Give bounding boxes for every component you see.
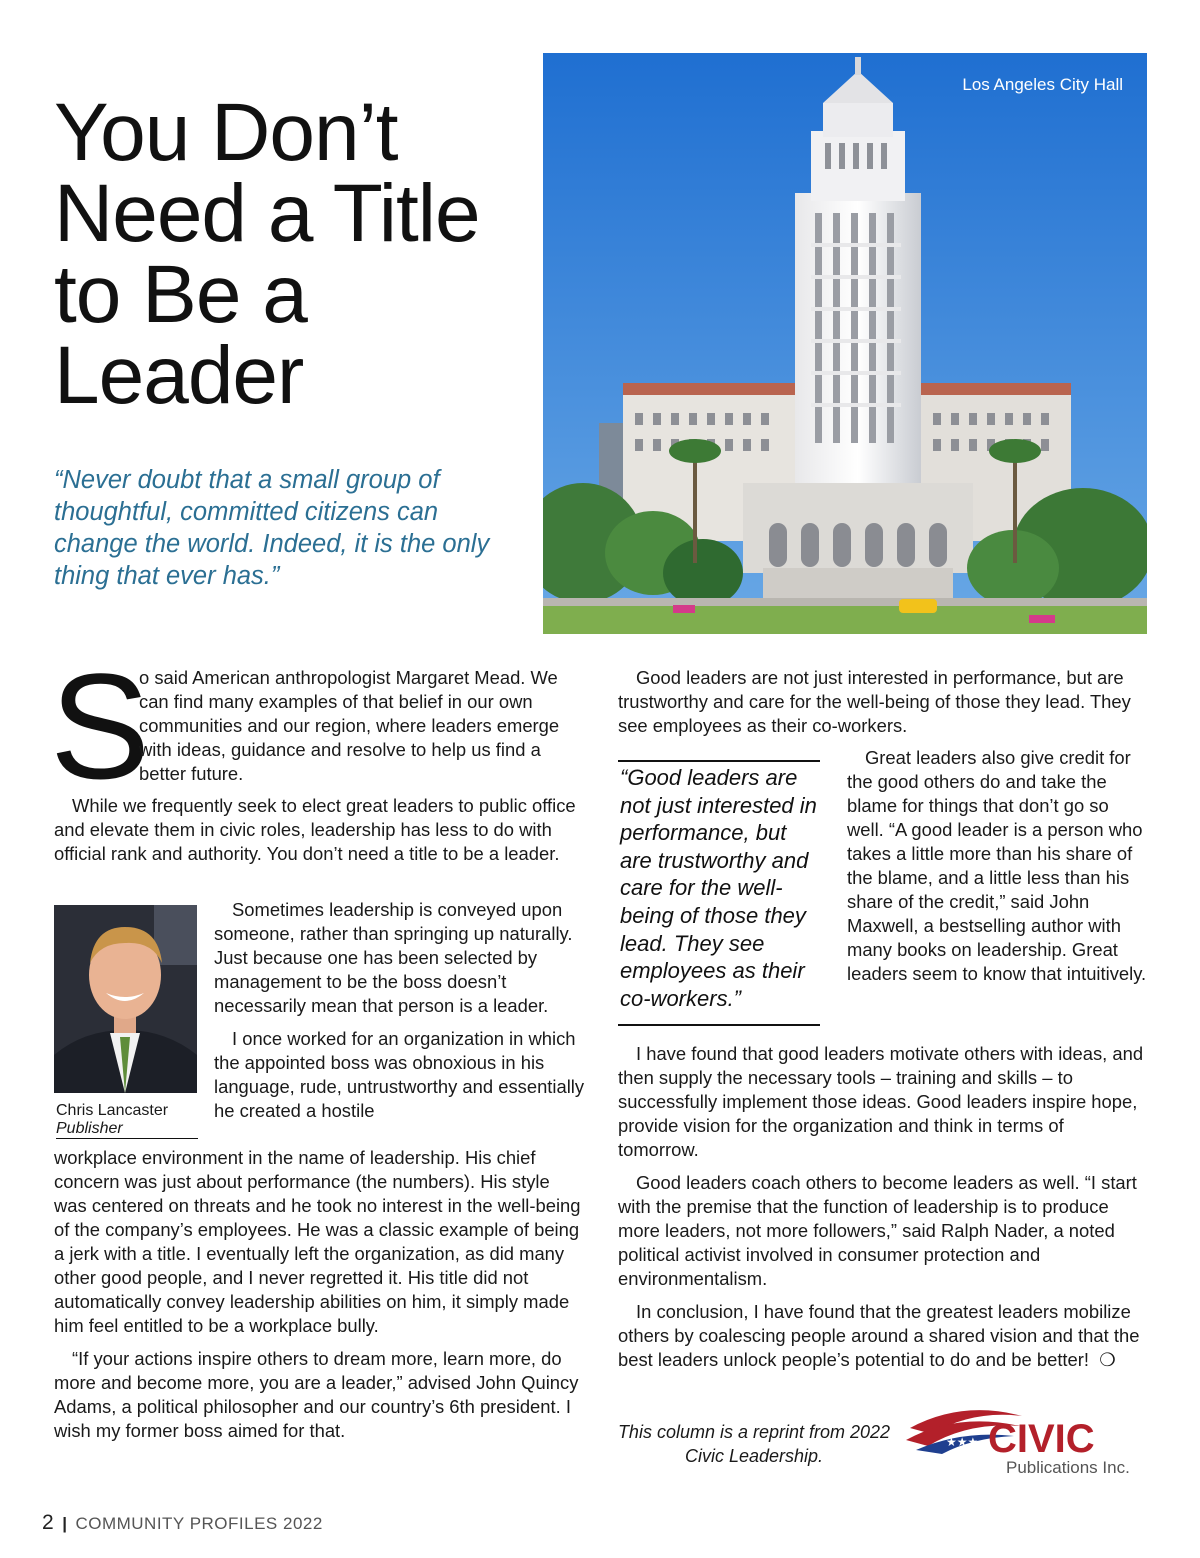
- civic-publications-logo: [902, 1400, 1152, 1480]
- photo-caption: Los Angeles City Hall: [962, 75, 1123, 94]
- paragraph: “If your actions inspire others to dream more, learn more, do more and become more, you are a leader,” advised John Quincy Adams, a political philosopher and our country’s 6th president. I wish my former boss aimed for that.: [54, 1348, 579, 1441]
- logo-wordmark: CIVIC: [988, 1417, 1095, 1461]
- author-name: Chris Lancaster: [56, 1102, 169, 1119]
- svg-text:★★★: ★★★: [946, 1435, 979, 1449]
- paragraph: Great leaders also give credit for the good others do and take the blame for things that don’t go so well. “A good leader is a person who takes a little more than his share of the blame, and a little less than his share of the credit,” said John Maxwell, a bestselling author with many books on leadership. Great leaders seem to know that intuitively.: [847, 747, 1147, 984]
- pull-quote: “Never doubt that a small group of thoughtful, committed citizens can change the world. Indeed, it is the only thing that ever has.”: [54, 466, 490, 590]
- paragraph: I once worked for an organization in which the appointed boss was obnoxious in his language, rude, untrustworthy and essentially he created a hostile: [214, 1028, 585, 1121]
- paragraph: workplace environment in the name of leadership. His chief concern was just about performance (the numbers). His style was centered on threats and he took no interest in the well-being of the company’s employees. He was a classic example of being a jerk with a title. I eventually left the organization, as did many other good people, and I never regretted it. His title did not automatically convey leadership abilities on him, it simply made him feel entitled to be a workplace bully.: [54, 1147, 581, 1336]
- city-hall-illustration: [543, 53, 1147, 634]
- reprint-note: This column is a reprint from 2022 Civic Leadership.: [617, 1422, 891, 1466]
- dropcap: S: [50, 642, 151, 810]
- paragraph: o said American anthropologist Margaret Mead. We can find many examples of that belief in our own communities and our region, where leaders emerge with ideas, guidance and resolve to help us find a better future.: [139, 667, 560, 784]
- civic-logo-mark: [902, 1400, 1152, 1480]
- quote-rule-top: [618, 760, 820, 762]
- right-wrap-text: [847, 746, 1147, 986]
- lead-paragraph: [139, 666, 579, 786]
- left-wrap-text: [214, 898, 586, 1123]
- footer-separator: |: [62, 1514, 68, 1533]
- paragraph: Good leaders coach others to become leaders as well. “I start with the premise that the function of leadership is to produce more leaders, not more followers,” said Ralph Nader, a noted political activist involved in consumer protection and environmentalism.: [618, 1172, 1137, 1289]
- paragraph: [618, 1300, 1148, 1372]
- author-headshot: [54, 905, 197, 1093]
- article-title: You Don’t Need a Title to Be a Leader: [54, 87, 480, 421]
- page-number: 2: [42, 1511, 55, 1534]
- paragraph: While we frequently seek to elect great leaders to public office and elevate them in civic roles, leadership has less to do with official rank and authority. You don’t need a title to be a leader.: [54, 795, 576, 864]
- author-role: Publisher: [56, 1120, 123, 1137]
- left-body: [54, 794, 584, 866]
- logo-subline: Publications Inc.: [1006, 1458, 1130, 1477]
- page-footer: [42, 1511, 323, 1535]
- paragraph: Sometimes leadership is conveyed upon someone, rather than springing up naturally. Just because one has been selected by management to be the boss doesn’t necessarily mean that person is a leader.: [214, 899, 573, 1016]
- author-photo-illustration: [54, 905, 197, 1093]
- quote-rule-bottom: [618, 1024, 820, 1026]
- mid-pull-quote: “Good leaders are not just interested in performance, but are trustworthy and care for the well-being of those they lead. They see employees as their co-workers.”: [620, 765, 817, 1011]
- right-body-lower: [618, 1042, 1148, 1372]
- end-mark-icon: ❍: [1099, 1349, 1116, 1370]
- paragraph: I have found that good leaders motivate others with ideas, and then supply the necessary tools – training and skills – to successfully implement those ideas. Good leaders inspire hope, provide vision for the organization and think in terms of tomorrow.: [618, 1043, 1144, 1160]
- left-body-lower: [54, 1146, 584, 1443]
- right-body: [618, 666, 1148, 738]
- caption-rule: [56, 1138, 198, 1139]
- closing-text: In conclusion, I have found that the greatest leaders mobilize others by coalescing people around a shared vision and that the best leaders unlock people’s potential to do and be better!: [618, 1301, 1140, 1370]
- paragraph: Good leaders are not just interested in performance, but are trustworthy and care for the well-being of those they lead. They see employees as their co-workers.: [618, 667, 1131, 736]
- city-hall-photo: [543, 53, 1147, 634]
- publication-name: COMMUNITY PROFILES 2022: [75, 1514, 323, 1533]
